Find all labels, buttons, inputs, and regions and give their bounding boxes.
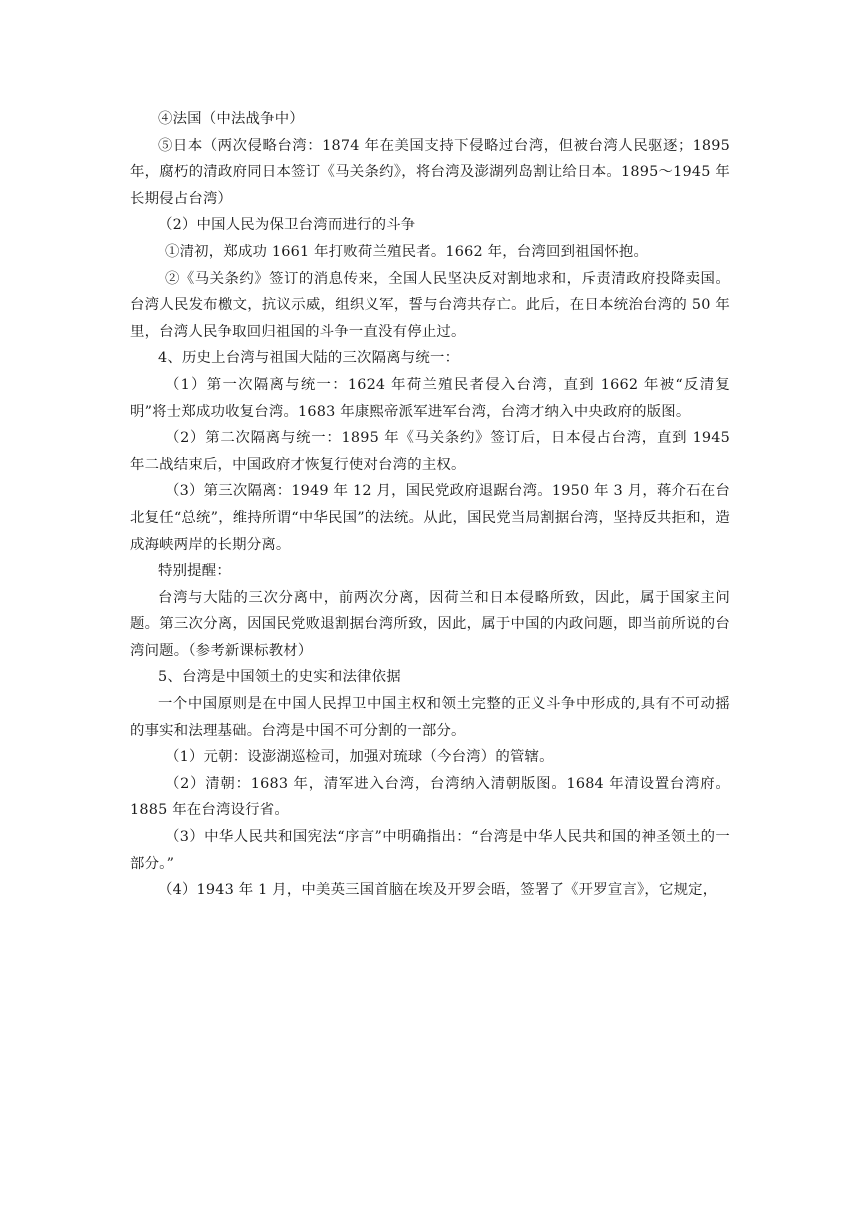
paragraph: （1）元朝：设澎湖巡检司，加强对琉球（今台湾）的管辖。 — [165, 749, 554, 766]
paragraph: （3）中华人民共和国宪法“序言”中明确指出：“台湾是中华人民共和国的神圣领土的一部分。” — [130, 829, 730, 872]
paragraph: （2）第二次隔离与统一：1895 年《马关条约》签订后，日本侵占台湾，直到 1945 年二战结束后，中国政府才恢复行使对台湾的主权。 — [130, 430, 730, 473]
paragraph: ⑤日本（两次侵略台湾：1874 年在美国支持下侵略过台湾，但被台湾人民驱逐；1895 年，腐朽的清政府同日本签订《马关条约》，将台湾及澎湖列岛割让给日本。1895～1945 年长期侵占台湾） — [130, 137, 730, 207]
document-body — [130, 106, 730, 904]
paragraph: 4、历史上台湾与祖国大陆的三次隔离与统一： — [158, 350, 460, 367]
paragraph: 台湾与大陆的三次分离中，前两次分离，因荷兰和日本侵略所致，因此，属于国家主问题。第三次分离，因国民党败退割据台湾所致，因此，属于中国的内政问题，即当前所说的台湾问题。（参考新课标教材） — [130, 589, 730, 659]
paragraph: （1）第一次隔离与统一：1624 年荷兰殖民者侵入台湾，直到 1662 年被“反清复明”将士郑成功收复台湾。1683 年康熙帝派军进军台湾，台湾才纳入中央政府的版图。 — [130, 376, 730, 420]
paragraph: 特别提醒： — [158, 563, 231, 580]
paragraph: ②《马关条约》签订的消息传来，全国人民坚决反对割地求和，斥责清政府投降卖国。台湾人民发布檄文，抗议示威，组织义军，誓与台湾共存亡。此后，在日本统治台湾的 50 年里，台湾人民争取回归祖国的斗争一直没有停止过。 — [130, 270, 730, 340]
paragraph: 5、台湾是中国领土的史实和法律依据 — [158, 669, 401, 686]
paragraph: （4）1943 年 1 月，中美英三国首脑在埃及开罗会晤，签署了《开罗宣言》，它规定， — [158, 882, 718, 899]
paragraph: ①清初，郑成功 1661 年打败荷兰殖民者。1662 年，台湾回到祖国怀抱。 — [165, 243, 649, 260]
paragraph: （3）第三次隔离：1949 年 12 月，国民党政府退踞台湾。1950 年 3 月，蒋介石在台北复任“总统”，维持所谓“中华民国”的法统。从此，国民党当局割据台湾，坚持反共拒和，造成海峡两岸的长期分离。 — [130, 483, 730, 553]
paragraph: ④法国（中法战争中） — [158, 111, 304, 127]
paragraph: （2）清朝：1683 年，清军进入台湾，台湾纳入清朝版图。1684 年清设置台湾府。1885 年在台湾设行省。 — [130, 775, 730, 819]
paragraph: 一个中国原则是在中国人民捍卫中国主权和领土完整的正义斗争中形成的,具有不可动摇的事实和法理基础。台湾是中国不可分割的一部分。 — [130, 696, 730, 739]
paragraph: （2）中国人民为保卫台湾而进行的斗争 — [158, 217, 416, 234]
